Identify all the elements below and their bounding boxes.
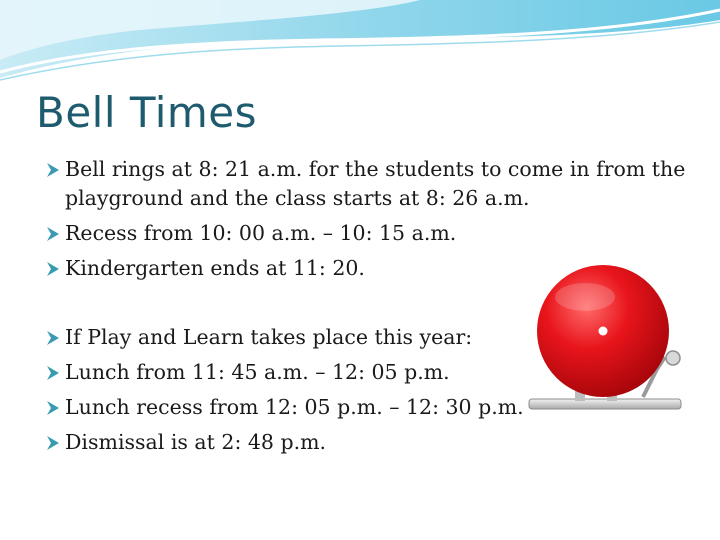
bullet-text: Lunch recess from 12: 05 p.m. – 12: 30 p.m. (65, 395, 524, 419)
slide-title: Bell Times (36, 88, 258, 137)
right-arrow-icon (46, 330, 60, 346)
bullet-item (46, 219, 686, 248)
right-arrow-icon (46, 365, 60, 381)
right-arrow-icon (46, 261, 60, 277)
bullet-text: Recess from 10: 00 a.m. – 10: 15 a.m. (65, 221, 457, 245)
red-bell-icon (525, 265, 690, 415)
header-wave-decoration (0, 0, 720, 90)
bullet-text: If Play and Learn takes place this year: (65, 325, 473, 349)
bullet-item (46, 428, 686, 457)
bullet-text: Kindergarten ends at 11: 20. (65, 256, 365, 280)
bullet-text: Dismissal is at 2: 48 p.m. (65, 430, 327, 454)
bullet-item (46, 155, 686, 213)
bullet-text: Bell rings at 8: 21 a.m. for the students to come in from the playground and the class starts at 8: 26 a.m. (65, 157, 686, 210)
bullet-text: Lunch from 11: 45 a.m. – 12: 05 p.m. (65, 360, 450, 384)
right-arrow-icon (46, 435, 60, 451)
right-arrow-icon (46, 162, 60, 178)
right-arrow-icon (46, 226, 60, 242)
right-arrow-icon (46, 400, 60, 416)
